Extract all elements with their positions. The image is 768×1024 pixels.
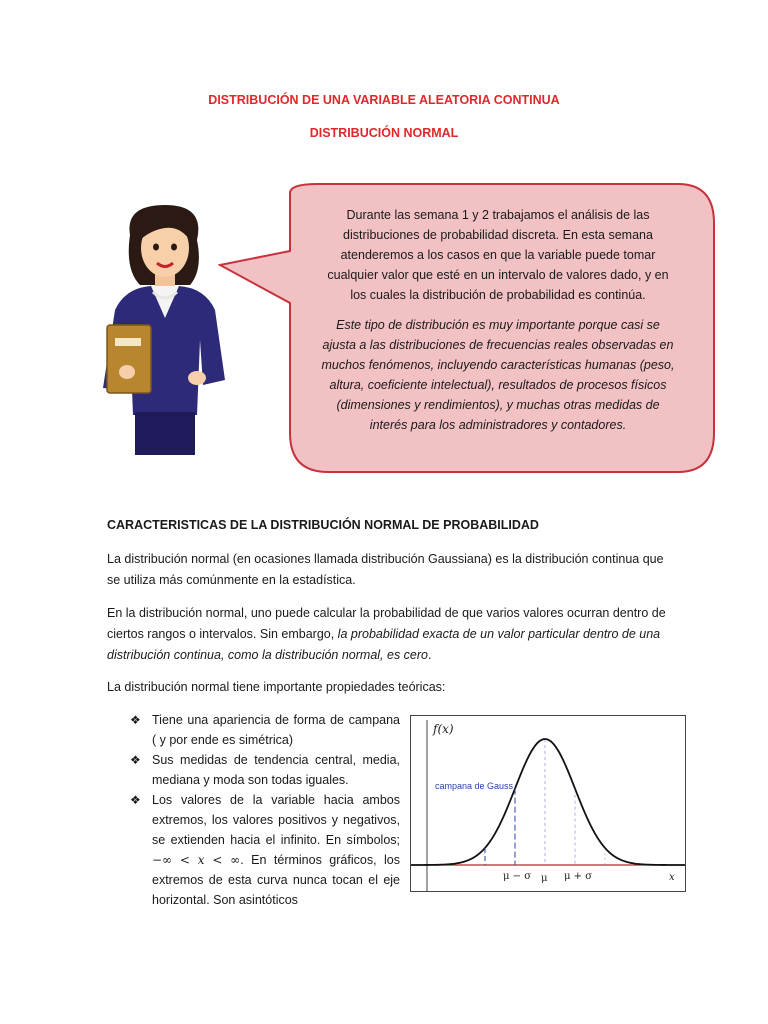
normal-curve-figure [410, 715, 686, 892]
paragraph-probability-italic: la probabilidad exacta de un valor particular dentro de una distribución continua, como la distribución normal, es cero [107, 627, 661, 662]
speech-bubble-text [318, 205, 678, 435]
document-subtitle: DISTRIBUCIÓN NORMAL [309, 126, 459, 140]
teacher-folder [107, 325, 151, 393]
document-title: DISTRIBUCIÓN DE UNA VARIABLE ALEATORIA CONTINUA [208, 93, 560, 107]
paragraph-probability-end: . [428, 648, 432, 662]
paragraph-gaussian [107, 549, 667, 591]
diamond-bullet-icon: ❖ [130, 713, 141, 727]
tick-label-mu-plus-sigma: μ + σ [564, 871, 593, 882]
list-item [130, 710, 400, 750]
teacher-hand-left [119, 365, 135, 379]
list-item-text: Sus medidas de tendencia central, media, mediana y moda son todas iguales. [152, 753, 400, 787]
teacher-eye-right [171, 244, 177, 251]
list-item [130, 750, 400, 790]
section-heading: CARACTERISTICAS DE LA DISTRIBUCIÓN NORMAL DE PROBABILIDAD [107, 518, 539, 532]
bubble-paragraph-2: Este tipo de distribución es muy importante porque casi se ajusta a las distribuciones de frecuencias reales observadas en muchos fenómenos, incluyendo características humanas (peso, altura, coeficiente intelectual), resultados de procesos físicos (dimensiones y rendimientos), y muchas otras medidas de interés para los administradores y contadores. [321, 318, 675, 432]
teacher-eye-left [153, 244, 159, 251]
diamond-bullet-icon: ❖ [130, 753, 141, 767]
paragraph-properties-text: La distribución normal tiene importante propiedades teóricas: [107, 680, 446, 694]
teacher-folder-label [115, 338, 141, 346]
list-item-text: Los valores de la variable hacia ambos extremos, los valores positivos y negativos, se extienden hacia el infinito. En símbolos; [152, 793, 400, 847]
paragraph-probability-text: En la distribución normal, uno puede calcular la probabilidad de que varios valores ocurran dentro de ciertos rangos o intervalos. Sin embargo, [107, 606, 666, 641]
list-item-text: Tiene una apariencia de forma de campana ( y por ende es simétrica) [152, 713, 400, 747]
paragraph-probability [107, 603, 667, 666]
teacher-hand [188, 371, 206, 385]
teacher-skirt [135, 412, 195, 455]
bell-curve [411, 739, 685, 865]
list-item [130, 790, 400, 910]
paragraph-properties [107, 677, 667, 698]
gauss-annotation: campana de Gauss [435, 781, 514, 791]
normal-curve-svg [411, 716, 685, 891]
tick-label-mu: μ [541, 873, 548, 884]
paragraph-gaussian-text: La distribución normal (en ocasiones llamada distribución Gaussiana) es la distribución continua que se utiliza más comúnmente en la estadística. [107, 552, 664, 587]
list-item-text-end: . En términos gráficos, los extremos de esta curva nunca tocan el eje horizontal. Son asintóticos [152, 853, 400, 907]
tick-label-mu-minus-sigma: μ − σ [503, 871, 532, 882]
properties-list [130, 710, 400, 910]
inequality-formula: −∞ < x < ∞ [152, 853, 241, 867]
y-axis-label: f(x) [433, 722, 454, 736]
x-axis-label: x [669, 872, 675, 883]
diamond-bullet-icon: ❖ [130, 793, 141, 807]
bubble-paragraph-1: Durante las semana 1 y 2 trabajamos el análisis de las distribuciones de probabilidad discreta. En esta semana atenderemos a los casos en que la variable puede tomar cualquier valor que esté en un intervalo de valores dado, y en los cuales la distribución de probabilidad es continúa. [327, 208, 669, 302]
